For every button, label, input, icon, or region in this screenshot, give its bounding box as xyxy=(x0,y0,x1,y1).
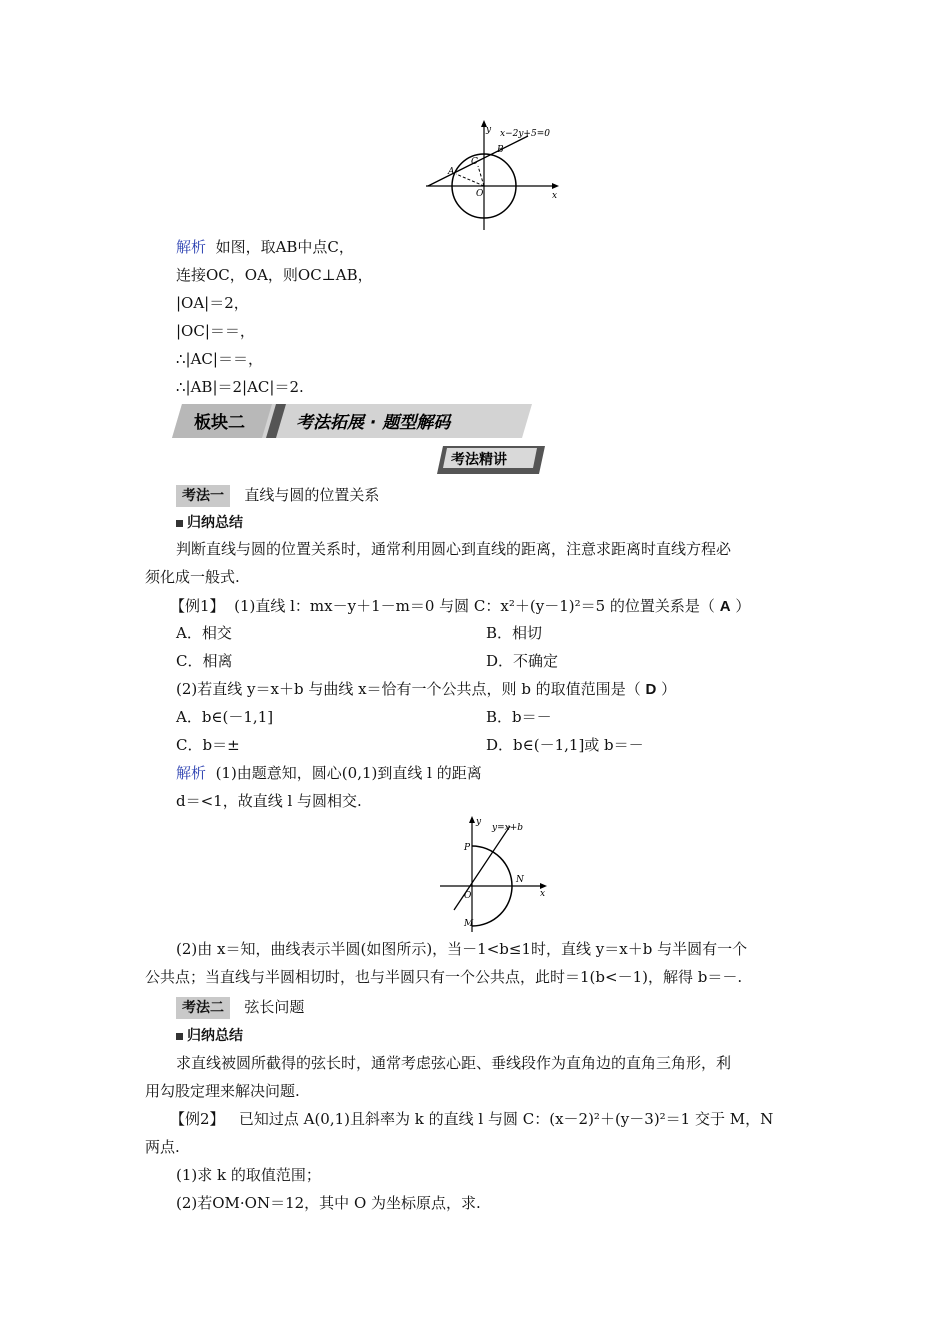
example1-tag: 【例1】 xyxy=(170,597,225,615)
close-paren: ） xyxy=(661,680,677,698)
solution-tag: 解析 xyxy=(176,238,207,256)
fig2-point-M: M xyxy=(464,919,474,929)
banner-right-text: 考法拓展 · 题型解码 xyxy=(296,413,451,433)
fig1-y-label: y xyxy=(486,125,492,135)
fig1-point-O: O xyxy=(476,189,484,199)
option-D1: D．不确定 xyxy=(486,652,559,670)
solution1-line3: |OA|＝2， xyxy=(176,294,249,312)
option-B2: B．b＝－ xyxy=(486,708,552,726)
fig2-point-N: N xyxy=(516,875,524,885)
sub-banner-text: 考法精讲 xyxy=(451,452,507,468)
method1-summary-label: 归纳总结 xyxy=(176,513,243,533)
example2-tag: 【例2】 xyxy=(170,1110,225,1128)
example2-line2: 两点. xyxy=(145,1138,180,1156)
fig1-point-C: C xyxy=(471,157,478,167)
method2-summary-line2: 用勾股定理来解决问题. xyxy=(145,1082,300,1100)
method1-title: 直线与圆的位置关系 xyxy=(244,486,380,504)
y-axis-arrow xyxy=(469,816,475,823)
solution1-line6: ∴|AB|＝2|AC|＝2. xyxy=(176,378,304,396)
method1-summary-line2: 须化成一般式. xyxy=(145,568,240,586)
option-C1: C．相离 xyxy=(176,652,233,670)
method1-heading xyxy=(176,484,379,507)
example1-solution-line4: 公共点；当直线与半圆相切时，也与半圆只有一个公共点，此时＝1(b<－1)，解得 b＝－. xyxy=(145,968,743,986)
example1-question1 xyxy=(170,595,750,618)
example2-question1: (1)求 k 的取值范围； xyxy=(176,1166,321,1184)
option-A1: A．相交 xyxy=(176,624,232,642)
fig2-point-O: O xyxy=(464,891,472,901)
method1-tag: 考法一 xyxy=(176,485,230,507)
solution1-text1: 如图，取AB中点C， xyxy=(215,238,354,256)
fig1-line-label: x−2y+5=0 xyxy=(500,129,550,139)
fig2-y-label: y xyxy=(476,817,482,827)
option-C2: C．b＝± xyxy=(176,736,240,754)
x-axis-arrow xyxy=(552,183,559,189)
solution1-line5: ∴|AC|＝＝， xyxy=(176,350,263,368)
line-x-2y+5 xyxy=(428,136,528,186)
segment-OA xyxy=(456,174,484,186)
figure-semicircle xyxy=(436,814,550,934)
method2-title: 弦长问题 xyxy=(244,998,305,1016)
example1-solution-line1 xyxy=(176,762,482,784)
segment-OC xyxy=(478,166,484,186)
example2-line1 xyxy=(170,1108,773,1130)
square-bullet-icon xyxy=(176,1033,183,1040)
fig1-x-label: x xyxy=(552,191,558,201)
example1-solution-text1: (1)由题意知，圆心(0,1)到直线 l 的距离 xyxy=(215,764,482,782)
method1-summary-line1: 判断直线与圆的位置关系时，通常利用圆心到直线的距离，注意求距离时直线方程必 xyxy=(176,540,732,558)
square-bullet-icon xyxy=(176,520,183,527)
option-A2: A．b∈(－1,1] xyxy=(176,708,274,726)
solution-tag: 解析 xyxy=(176,764,207,782)
example1-solution-line2: d＝<1，故直线 l 与圆相交. xyxy=(176,792,362,810)
solution1-line2: 连接OC，OA，则OC⊥AB， xyxy=(176,266,373,284)
sub-banner xyxy=(437,446,545,474)
fig1-point-B: B xyxy=(497,145,504,155)
fig2-point-P: P xyxy=(464,843,471,853)
example1-answer2: D xyxy=(645,681,657,698)
section-banner xyxy=(172,404,532,438)
fig2-x-label: x xyxy=(540,889,546,899)
example1-q1-text: (1)直线 l：mx－y＋1－m＝0 与圆 C：x²＋(y－1)²＝5 的位置关系是（ xyxy=(234,597,715,615)
method2-summary-line1: 求直线被圆所截得的弦长时，通常考虑弦心距、垂线段作为直角边的直角三角形，利 xyxy=(176,1054,732,1072)
example2-text1: 已知过点 A(0,1)且斜率为 k 的直线 l 与圆 C：(x－2)²＋(y－3)²＝1 交于 M，N xyxy=(238,1110,774,1128)
solution1-line4: |OC|＝＝， xyxy=(176,322,255,340)
example1-q2-text: (2)若直线 y＝x＋b 与曲线 x＝恰有一个公共点，则 b 的取值范围是（ xyxy=(176,680,641,698)
line-y=x+b xyxy=(454,826,510,910)
method2-summary-label: 归纳总结 xyxy=(176,1026,243,1046)
solution1-line1 xyxy=(176,236,354,258)
option-B1: B．相切 xyxy=(486,624,543,642)
example1-answer1: A xyxy=(719,598,731,615)
fig1-point-A: A xyxy=(448,167,455,177)
banner-left-text: 板块二 xyxy=(194,413,245,433)
method2-heading xyxy=(176,996,304,1019)
example1-solution-line3: (2)由 x＝知，曲线表示半圆(如图所示)，当－1<b≤1时，直线 y＝x＋b 与半圆有一个 xyxy=(176,940,748,958)
close-paren: ） xyxy=(735,597,751,615)
figure-circle-chord xyxy=(420,118,560,238)
example2-question2: (2)若OM·ON＝12，其中 O 为坐标原点，求. xyxy=(176,1194,481,1212)
example1-question2 xyxy=(176,678,676,701)
method2-tag: 考法二 xyxy=(176,997,230,1019)
option-D2: D．b∈(－1,1]或 b＝－ xyxy=(486,736,644,754)
fig2-line-label: y=x+b xyxy=(492,823,524,833)
